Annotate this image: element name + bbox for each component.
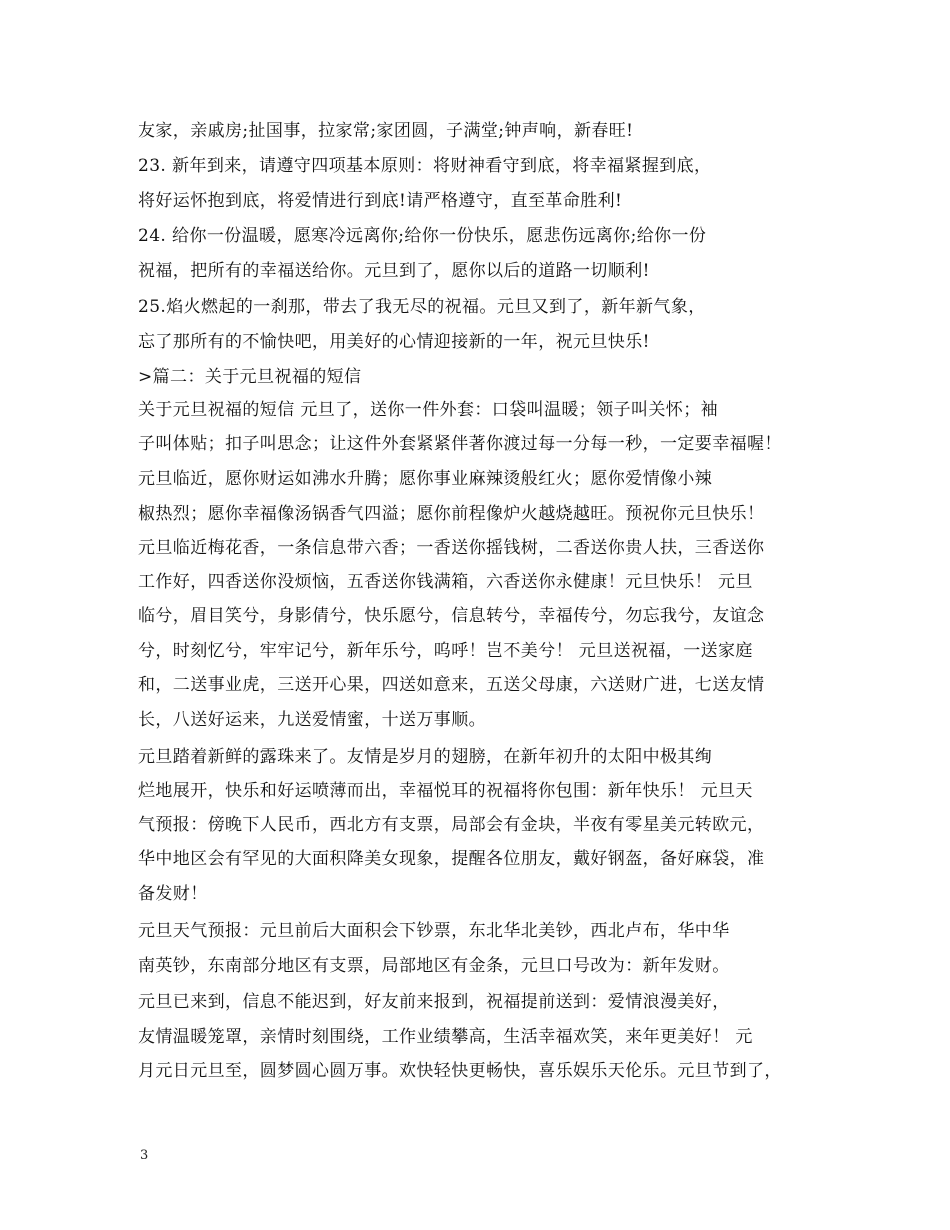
text-line: 忘了那所有的不愉快吧，用美好的心情迎接新的一年，祝元旦快乐!	[138, 332, 650, 352]
page-number: 3	[140, 1148, 149, 1163]
text-line: 备发财！	[138, 884, 208, 904]
text-line: 南英钞，东南部分地区有支票，局部地区有金条，元旦口号改为：新年发财。	[138, 956, 730, 976]
text-line: 元旦踏着新鲜的露珠来了。友情是岁月的翅膀，在新年初升的太阳中极其绚	[138, 747, 713, 767]
text-line: 烂地展开，快乐和好运喷薄而出，幸福悦耳的祝福将你包围：新年快乐！ 元旦天	[138, 781, 753, 801]
text-line: 友情温暖笼罩，亲情时刻围绕，工作业绩攀高，生活幸福欢笑，来年更美好！ 元	[138, 1027, 753, 1047]
text-line: 关于元旦祝福的短信 元旦了，送你一件外套：口袋叫温暖；领子叫关怀；袖	[138, 400, 719, 420]
text-line: 元旦天气预报：元旦前后大面积会下钞票，东北华北美钞，西北卢布，华中华	[138, 921, 730, 941]
text-line: 工作好，四香送你没烦恼，五香送你钱满箱，六香送你永健康！元旦快乐！ 元旦	[138, 572, 753, 592]
text-line: 临兮，眉目笑兮，身影倩兮，快乐愿兮，信息转兮，幸福传兮，勿忘我兮，友谊念	[138, 606, 765, 626]
text-line: 元旦临近，愿你财运如沸水升腾；愿你事业麻辣烫般红火；愿你爱情像小辣	[138, 469, 713, 489]
text-line: 月元日元旦至，圆梦圆心圆万事。欢快轻快更畅快，喜乐娱乐天伦乐。元旦节到了，	[138, 1061, 782, 1081]
text-line: 和，二送事业虎，三送开心果，四送如意来，五送父母康，六送财广进，七送友情	[138, 675, 765, 695]
text-line: 子叫体贴；扣子叫思念；让这件外套紧紧伴著你渡过每一分每一秒，一定要幸福喔！	[138, 434, 782, 454]
text-line: 将好运怀抱到底，将爱情进行到底!请严格遵守，直至革命胜利!	[138, 191, 623, 211]
text-line: 友家，亲戚房;扯国事，拉家常;家团圆，子满堂;钟声响，新春旺!	[138, 121, 634, 141]
text-line: 24. 给你一份温暖，愿寒冷远离你;给你一份快乐，愿悲伤远离你;给你一份	[138, 226, 707, 246]
text-line: 气预报：傍晚下人民币，西北方有支票，局部会有金块，半夜有零星美元转欧元，	[138, 815, 765, 835]
text-line: 祝福，把所有的幸福送给你。元旦到了，愿你以后的道路一切顺利!	[138, 261, 650, 281]
text-line: 25.焰火燃起的一刹那，带去了我无尽的祝福。元旦又到了，新年新气象，	[138, 297, 706, 317]
text-line: 元旦已来到，信息不能迟到，好友前来报到，祝福提前送到：爱情浪漫美好，	[138, 992, 730, 1012]
text-line: 椒热烈；愿你幸福像汤锅香气四溢；愿你前程像炉火越烧越旺。预祝你元旦快乐！	[138, 504, 765, 524]
text-line: 23. 新年到来，请遵守四项基本原则：将财神看守到底，将幸福紧握到底，	[138, 156, 712, 176]
text-line: 兮，时刻忆兮，牢牢记兮，新年乐兮，呜呼！岂不美兮！ 元旦送祝福，一送家庭	[138, 641, 753, 661]
text-line: 元旦临近梅花香，一条信息带六香；一香送你摇钱树，二香送你贵人扶，三香送你	[138, 538, 765, 558]
text-line: 长，八送好运来，九送爱情蜜，十送万事顺。	[138, 710, 486, 730]
text-line: >篇二：关于元旦祝福的短信	[138, 367, 362, 387]
text-line: 华中地区会有罕见的大面积降美女现象，提醒各位朋友，戴好钢盔，备好麻袋，准	[138, 849, 765, 869]
